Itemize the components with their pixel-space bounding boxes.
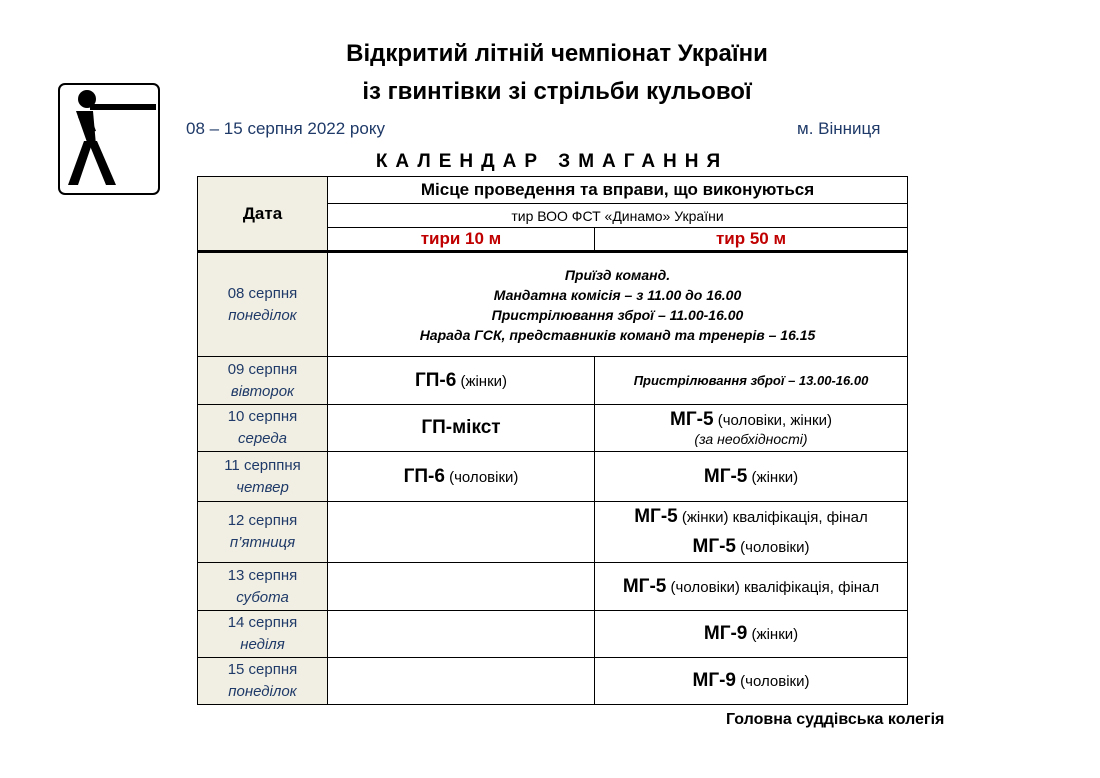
event-note: (чоловіки)	[736, 539, 810, 556]
table-row	[198, 405, 908, 452]
title-line-2: із гвинтівки зі стрільби кульової	[362, 78, 752, 105]
table-row	[198, 252, 908, 357]
event-code: МГ-5	[622, 575, 667, 597]
date-day: 12 серпня	[227, 512, 298, 529]
event-10m-cell	[328, 357, 595, 405]
event-code: ГП-6	[403, 465, 445, 487]
zeroing-note: Пристрілювання зброї – 13.00-16.00	[633, 372, 869, 388]
date-weekday: п’ятниця	[229, 534, 296, 551]
table-row	[198, 658, 908, 705]
table-row	[198, 452, 908, 502]
calendar-title: КАЛЕНДАР ЗМАГАННЯ	[375, 151, 729, 172]
title-line-1: Відкритий літній чемпіонат України	[346, 40, 768, 67]
event-code: МГ-5	[703, 465, 748, 487]
date-day: 13 серпня	[227, 566, 298, 584]
date-weekday: середа	[238, 430, 287, 447]
date-cell	[198, 452, 328, 502]
rifle-shooter-icon	[58, 83, 160, 195]
event-10m-cell	[328, 611, 595, 658]
date-day: 14 серпня	[227, 614, 298, 631]
event-code: МГ-5	[634, 506, 678, 527]
event-note: (жінки)	[747, 626, 799, 643]
table-row	[198, 502, 908, 563]
date-weekday: понеділок	[228, 683, 297, 700]
event-50m-cell	[595, 502, 908, 563]
date-weekday: неділя	[240, 636, 285, 653]
date-day: 10 серпня	[227, 408, 298, 425]
event-note: (чоловіки, жінки)	[713, 412, 832, 429]
event-note: (жінки)	[747, 468, 799, 486]
event-50m-cell	[595, 357, 908, 405]
date-cell	[198, 563, 328, 611]
range-10m-header: тири 10 м	[328, 228, 595, 252]
event-50m-cell	[595, 452, 908, 502]
venue-header: Місце проведення та вправи, що виконуються	[328, 177, 908, 204]
info-line: Мандатна комісія – з 11.00 до 16.00	[493, 286, 742, 303]
table-row	[198, 357, 908, 405]
event-10m-cell	[328, 405, 595, 452]
date-cell	[198, 405, 328, 452]
date-weekday: вівторок	[230, 382, 295, 400]
event-code: ГП-6	[414, 369, 457, 391]
event-code: МГ-9	[703, 623, 748, 644]
venue-name: тир ВОО ФСТ «Динамо» України	[328, 204, 908, 228]
event-note: (чоловіки)	[736, 673, 810, 690]
event-10m-cell	[328, 452, 595, 502]
date-weekday: четвер	[236, 478, 289, 496]
event-code: ГП-мікст	[421, 417, 501, 438]
arrival-info-cell	[328, 252, 908, 357]
event-note: (жінки) кваліфікація, фінал	[677, 509, 868, 526]
event-50m-cell	[595, 563, 908, 611]
event-10m-cell	[328, 563, 595, 611]
event-50m-cell	[595, 611, 908, 658]
schedule-table	[197, 176, 908, 705]
date-cell	[198, 611, 328, 658]
date-weekday: субота	[236, 588, 289, 606]
event-note: (жінки)	[456, 372, 508, 390]
date-day: 08 серпня	[227, 284, 298, 302]
date-cell	[198, 658, 328, 705]
date-weekday: понеділок	[228, 306, 297, 324]
event-note: (чоловіки) кваліфікація, фінал	[666, 578, 880, 596]
event-50m-cell	[595, 405, 908, 452]
date-day: 11 серппня	[224, 456, 301, 474]
table-row	[198, 563, 908, 611]
range-50m-header: тир 50 м	[595, 228, 908, 252]
event-10m-cell	[328, 658, 595, 705]
info-line: Приїзд команд.	[564, 266, 671, 283]
event-code: МГ-9	[692, 670, 736, 691]
event-code: МГ-5	[670, 409, 714, 430]
table-row	[198, 611, 908, 658]
info-line: Пристрілювання зброї – 11.00-16.00	[491, 306, 744, 323]
event-extra-note: (за необхідності)	[694, 431, 808, 447]
info-line: Нарада ГСК, представників команд та тренерів – 16.15	[419, 326, 816, 343]
event-dates: 08 – 15 серпня 2022 року	[186, 119, 385, 138]
date-day: 09 серпня	[227, 360, 298, 378]
date-day: 15 серпня	[227, 661, 298, 678]
date-cell	[198, 357, 328, 405]
footer-signature: Головна суддівська колегія	[726, 711, 945, 728]
event-note: (чоловіки)	[444, 468, 519, 486]
event-city: м. Вінниця	[797, 119, 881, 138]
event-50m-cell	[595, 658, 908, 705]
event-10m-cell	[328, 502, 595, 563]
date-header: Дата	[198, 177, 328, 252]
event-code: МГ-5	[692, 536, 736, 557]
date-cell	[198, 252, 328, 357]
date-cell	[198, 502, 328, 563]
